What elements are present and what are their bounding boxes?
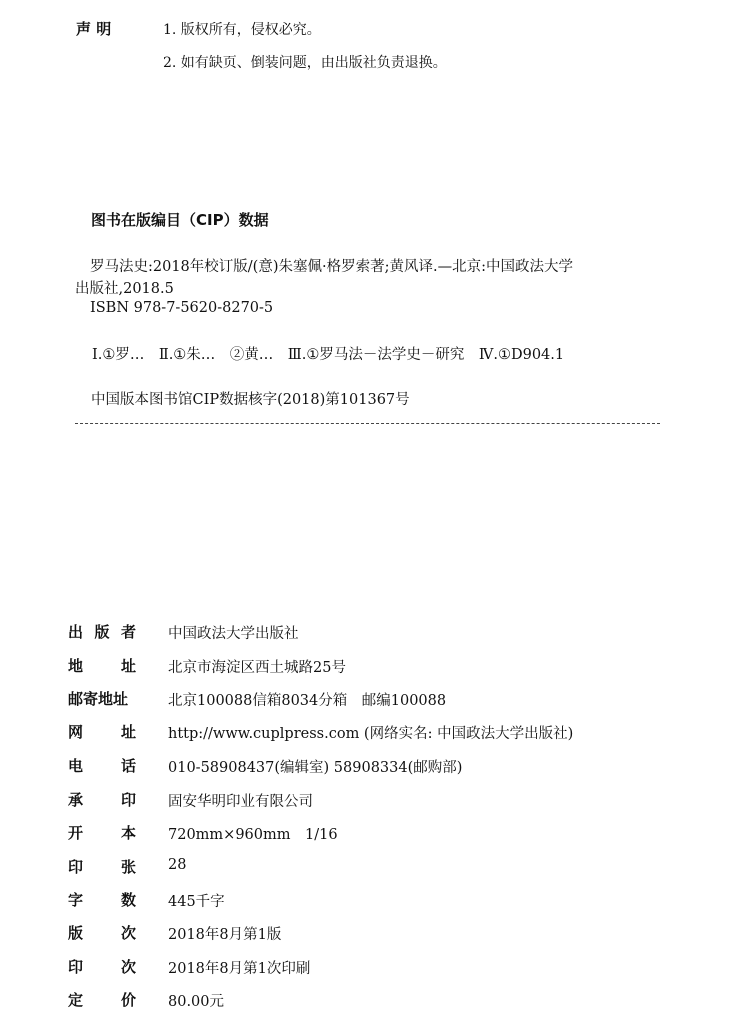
pub-label-char: 电 [68, 757, 84, 775]
pub-label-char: 次 [120, 958, 136, 976]
cip-record: 中国版本图书馆CIP数据核字(2018)第101367号 [91, 392, 410, 408]
pub-label-char: 定 [68, 991, 84, 1009]
pub-label-char: 张 [120, 858, 136, 876]
pub-value: 北京市海淀区西土城路25号 [168, 660, 346, 676]
pub-value: 720mm×960mm 1/16 [168, 827, 338, 843]
pub-label-char: 本 [120, 824, 136, 842]
pub-label-char: 次 [120, 924, 136, 942]
pub-label [68, 856, 136, 877]
pub-label [68, 822, 136, 843]
pub-value: 中国政法大学出版社 [168, 626, 299, 642]
declaration-label: 声 明 [76, 20, 112, 38]
pub-label-char: 承 [68, 791, 84, 809]
pub-value: 28 [168, 857, 187, 873]
cip-isbn: ISBN 978-7-5620-8270-5 [90, 300, 274, 316]
pub-label-char: 地 [68, 657, 84, 675]
pub-label-char: 印 [68, 958, 84, 976]
pub-label [68, 922, 136, 943]
pub-value: 2018年8月第1版 [168, 927, 282, 943]
pub-value: 010-58908437(编辑室) 58908334(邮购部) [168, 760, 463, 776]
declaration-item-2: 2. 如有缺页、倒装问题，由出版社负责退换。 [163, 55, 447, 71]
declaration-item-1: 1. 版权所有，侵权必究。 [163, 22, 321, 38]
pub-value: 固安华明印业有限公司 [168, 794, 313, 810]
pub-label-char: 版 [68, 924, 84, 942]
pub-value: http://www.cuplpress.com (网络实名: 中国政法大学出版社) [168, 726, 574, 742]
cip-classification: Ⅰ.①罗… Ⅱ.①朱… ②黄… Ⅲ.①罗马法－法学史－研究 Ⅳ.①D904.1 [92, 347, 565, 363]
pub-label [68, 789, 136, 810]
pub-label-char: 话 [120, 757, 136, 775]
pub-value: 445千字 [168, 894, 225, 910]
pub-label [68, 655, 136, 676]
pub-label-char: 址 [120, 723, 136, 741]
cip-title: 图书在版编目（CIP）数据 [91, 211, 269, 229]
divider-line [75, 423, 660, 424]
pub-label-char: 印 [120, 791, 136, 809]
cip-line-1: 罗马法史:2018年校订版/(意)朱塞佩·格罗索著;黄风译.—北京:中国政法大学 [90, 259, 573, 275]
pub-label-char: 网 [68, 723, 84, 741]
pub-label-char: 数 [120, 891, 136, 909]
pub-label-char: 字 [68, 891, 84, 909]
pub-label [68, 956, 136, 977]
pub-label-char: 址 [120, 657, 136, 675]
pub-label-char: 开 [68, 824, 84, 842]
pub-label-char: 者 [120, 623, 136, 641]
pub-value: 2018年8月第1次印刷 [168, 961, 311, 977]
pub-label-char: 印 [68, 858, 84, 876]
pub-label-char: 价 [120, 991, 136, 1009]
pub-value: 北京100088信箱8034分箱 邮编100088 [168, 693, 447, 709]
pub-label-char: 版 [94, 623, 110, 641]
pub-label [68, 621, 136, 642]
pub-label [68, 889, 136, 910]
cip-line-2: 出版社,2018.5 [75, 281, 174, 297]
pub-label-char: 出 [68, 623, 84, 641]
pub-value: 80.00元 [168, 994, 225, 1010]
pub-label [68, 755, 136, 776]
pub-label [68, 989, 136, 1010]
pub-label: 邮寄地址 [68, 690, 129, 708]
pub-label [68, 721, 136, 742]
